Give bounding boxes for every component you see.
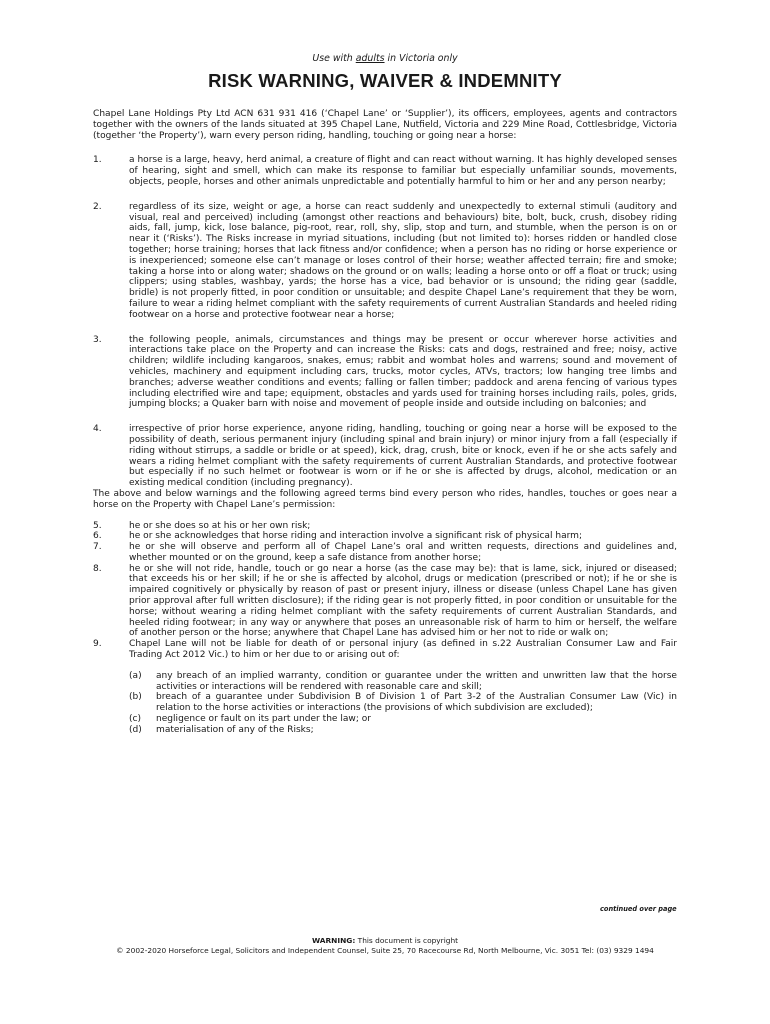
sub-item: (d) materialisation of any of the Risks;: [129, 724, 314, 735]
copyright-warning: WARNING: This document is copyright: [311, 936, 459, 945]
terms-list: [93, 521, 677, 661]
page-title: RISK WARNING, WAIVER & INDEMNITY: [208, 70, 562, 91]
sub-item: (c) negligence or fault on its part under the law; or: [129, 714, 372, 725]
sub-item: (a) any breach of an implied warranty, condition or guarantee under the written and unwritten law that the horse activities or interactions will be rendered with reasonable care and skill;: [129, 670, 677, 692]
term-item: 7. he or she will observe and perform all of Chapel Lane’s oral and written requests, directions and guidelines and, whether mounted or on the ground, keep a safe distance from another horse;: [93, 542, 677, 563]
continued-note: continued over page: [600, 905, 677, 913]
warning-item: 3. the following people, animals, circumstances and things may be present or occur wherever horse activities and interactions take place on the Property and can increase the Risks: cats and dogs, restrained and free; noisy, active children; wildlife including kangaroos, snakes, emus; rabbit and wombat holes and warrens; sound and movement of vehicles, machinery and equipment including cars, trucks, motor cycles, ATVs, tractors; low hanging tree limbs and branches; adverse weather conditions and events; falling or fallen timber; paddock and arena fencing of various types including electrified wire and tape; equipment, obstacles and yards used for training horses including rails, poles, grids, jumping blocks; a Quaker barn with noise and movement of people inside and outside including on balconies; and: [93, 334, 677, 410]
term-item: 9. Chapel Lane will not be liable for death of or personal injury (as defined in s.22 Australian Consumer Law and Fair Trading Act 2012 Vic.) to him or her due to or arising out of:: [93, 639, 677, 661]
usage-note-underlined: adults: [355, 53, 385, 64]
sub-items-list: [93, 671, 677, 736]
terms-intro: The above and below warnings and the following agreed terms bind every person who rides, handles, touches or goes near a horse on the Property with Chapel Lane’s permission:: [93, 488, 677, 510]
intro-paragraph: Chapel Lane Holdings Pty Ltd ACN 631 931 416 (‘Chapel Lane’ or ‘Supplier’), its officers, employees, agents and contractors together with the owners of the lands situated at 395 Chapel Lane, Nutfield, Victoria and 229 Mine Road, Cottlesbridge, Victoria (together ‘the Property’), warn every person riding, handling, touching or going near a horse:: [93, 109, 677, 141]
term-item: 5. he or she does so at his or her own risk;: [93, 520, 311, 531]
sub-item: (b) breach of a guarantee under Subdivision B of Division 1 of Part 3-2 of the Australian Consumer Law (Vic) in relation to the horse activities or interactions (the provisions of which subdivision are excluded);: [129, 692, 677, 714]
warning-item: 4. irrespective of prior horse experience, anyone riding, handling, touching or going near a horse will be exposed to the possibility of death, serious permanent injury (including spinal and brain injury) or minor injury from a fall (especially if riding without stirrups, a saddle or bridle or at speed), kick, drag, crush, bite or knock, even if he or she acts safely and wears a riding helmet compliant with the safety requirements of current Australian Standards, and protective footwear but especially if no such helmet or footwear is worn or if he or she is affected by drugs, alcohol, medication or an existing medical condition (including pregnancy).: [93, 424, 677, 489]
warning-item: 1. a horse is a large, heavy, herd animal, a creature of flight and can react without warning. It has highly developed senses of hearing, sight and smell, which can make its response to familiar but especially unfamiliar sounds, movements, objects, people, horses and other animals unpredictable and potentially harmful to him or her and any person nearby;: [93, 155, 677, 187]
document-body: [93, 109, 677, 736]
term-item: 8. he or she will not ride, handle, touch or go near a horse (as the case may be): that is lame, sick, injured or diseased; that exceeds his or her skill; if he or she is affected by alcohol, drugs or medication (prescribed or not); if he or she is impaired cognitively or physically by reason of past or present injury, illness or disease (unless Chapel Lane has given prior approval after full written disclosure); if the riding gear is not properly fitted, in poor condition or unsuitable for the horse; without wearing a riding helmet compliant with the safety requirements of current Australian Standards, and heeled riding footwear; in any way or anywhere that poses an unreasonable risk of harm to him or herself, the welfare of another person or the horse; anywhere that Chapel Lane has advised him or her not to ride or walk on;: [93, 563, 677, 639]
usage-note: Use with adults in Victoria only: [312, 53, 458, 64]
warning-item: 2. regardless of its size, weight or age, a horse can react suddenly and unexpectedly to external stimuli (auditory and visual, real and perceived) including (amongst other reactions and behaviours) bite, bolt, buck, crush, disobey riding aids, fall, jump, kick, lose balance, pig-root, rear, roll, shy, slip, stop and turn, and stumble, when the person is on or near it (‘Risks’). The Risks increase in myriad situations, including (but not limited to): horses ridden or handled close together; horse training; horses that lack fitness and/or confidence; when a person has no riding or horse experience or is inexperienced; someone else can’t manage or loses control of their horse; weather affected terrain; fire and smoke; taking a horse into or along water; shadows on the ground or on walls; leading a horse onto or off a float or truck; using clippers; using stables, washbay, yards; the horse has a vice, bad behavior or is unsound; the riding gear (saddle, bridle) is not properly fitted, in poor condition or unsuitable; and despite Chapel Lane’s requirement that they be worn, failure to wear a riding helmet compliant with the safety requirements of current Australian Standards and heeled riding footwear on a horse and protective footwear near a horse;: [93, 201, 677, 320]
term-item: 6. he or she acknowledges that horse riding and interaction involve a significant risk of physical harm;: [93, 531, 583, 542]
copyright-line: © 2002-2020 Horseforce Legal, Solicitors and Independent Counsel, Suite 25, 70 Racecourse Rd, North Melbourne, Vic. 3051 Tel: (03) 9329 1494: [116, 946, 654, 955]
